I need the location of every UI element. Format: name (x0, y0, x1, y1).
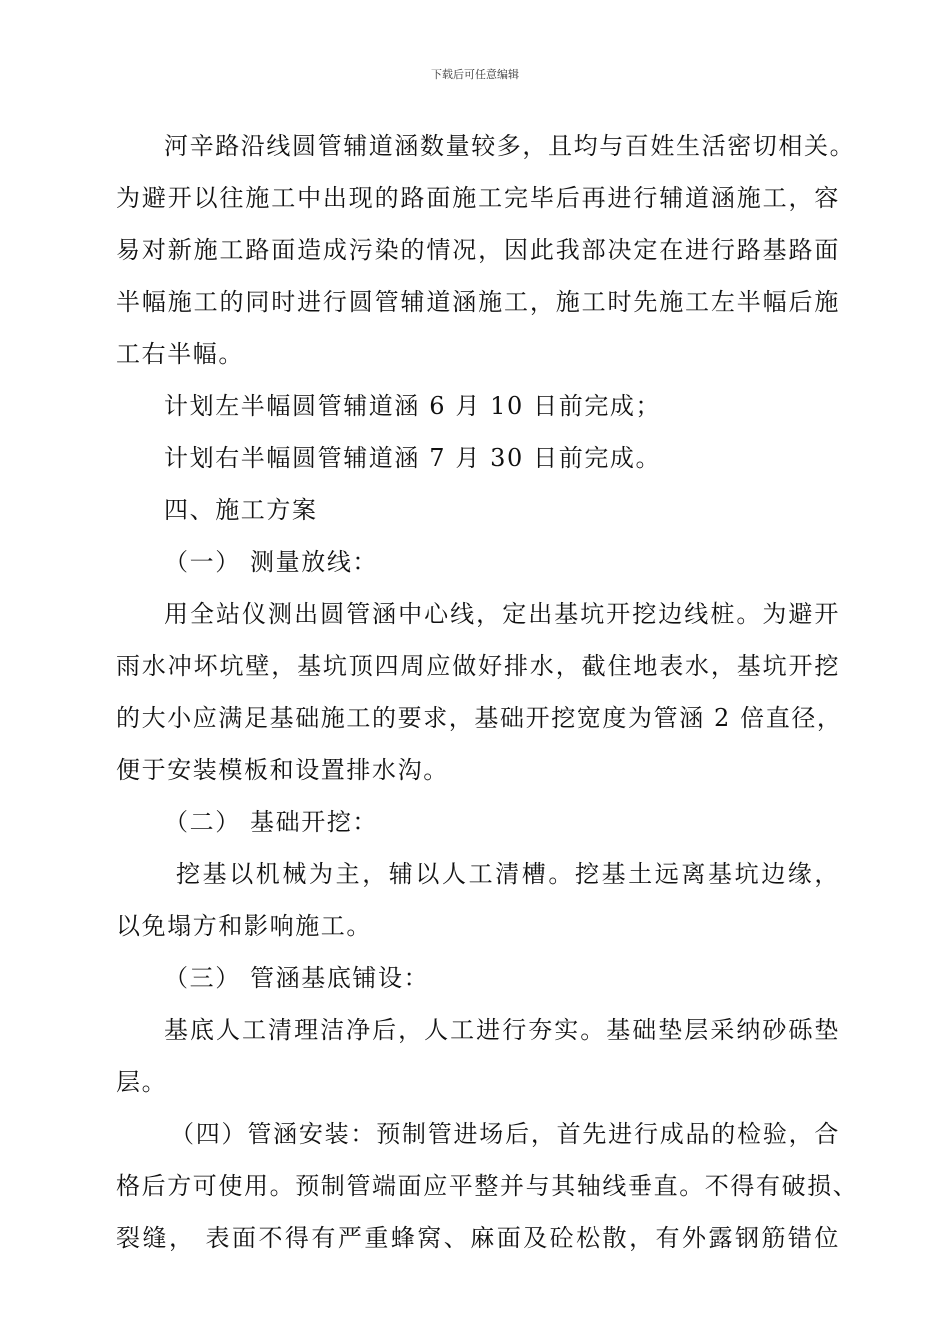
paragraph-line: 计划右半幅圆管辅道涵 7 月 30 日前完成。 (164, 444, 662, 472)
subsection-heading: （三） 管涵基底铺设： (164, 964, 430, 992)
document-body (116, 126, 859, 1270)
subsection-heading: （二） 基础开挖： (164, 808, 379, 836)
paragraph-line: 半幅施工的同时进行圆管辅道涵施工，施工时先施工左半幅后施 (116, 288, 840, 316)
subsection-heading: （一） 测量放线： (164, 548, 379, 576)
paragraph-line: 格后方可使用。预制管端面应平整并与其轴线垂直。不得有破损、 (116, 1172, 859, 1200)
paragraph-line: 河辛路沿线圆管辅道涵数量较多，且均与百姓生活密切相关。 (164, 132, 856, 160)
paragraph-line: 工右半幅。 (116, 340, 244, 368)
paragraph-line: 的大小应满足基础施工的要求，基础开挖宽度为管涵 2 倍直径， (116, 704, 843, 732)
paragraph-line: 雨水冲坏坑壁，基坑顶四周应做好排水，截住地表水，基坑开挖 (116, 652, 840, 680)
paragraph-line: 挖基以机械为主，辅以人工清槽。挖基土远离基坑边缘， (176, 860, 840, 888)
paragraph-line: 便于安装模板和设置排水沟。 (116, 756, 449, 784)
page-header: 下载后可任意编辑 (431, 68, 519, 81)
paragraph-line: 层。 (116, 1068, 168, 1096)
paragraph-line: 用全站仪测出圆管涵中心线，定出基坑开挖边线桩。为避开 (164, 600, 840, 628)
paragraph-line: 以免塌方和影响施工。 (116, 912, 372, 940)
paragraph-line: 裂缝， 表面不得有严重蜂窝、麻面及砼松散，有外露钢筋错位 (116, 1224, 840, 1252)
section-heading: 四、施工方案 (164, 496, 318, 524)
paragraph-line: 易对新施工路面造成污染的情况，因此我部决定在进行路基路面 (116, 236, 840, 264)
paragraph-line: 基底人工清理洁净后，人工进行夯实。基础垫层采纳砂砾垫 (164, 1016, 840, 1044)
paragraph-line: （四）管涵安装：预制管进场后，首先进行成品的检验，合 (170, 1120, 840, 1148)
paragraph-line: 计划左半幅圆管辅道涵 6 月 10 日前完成； (164, 392, 662, 420)
paragraph-line: 为避开以往施工中出现的路面施工完毕后再进行辅道涵施工，容 (116, 184, 840, 212)
